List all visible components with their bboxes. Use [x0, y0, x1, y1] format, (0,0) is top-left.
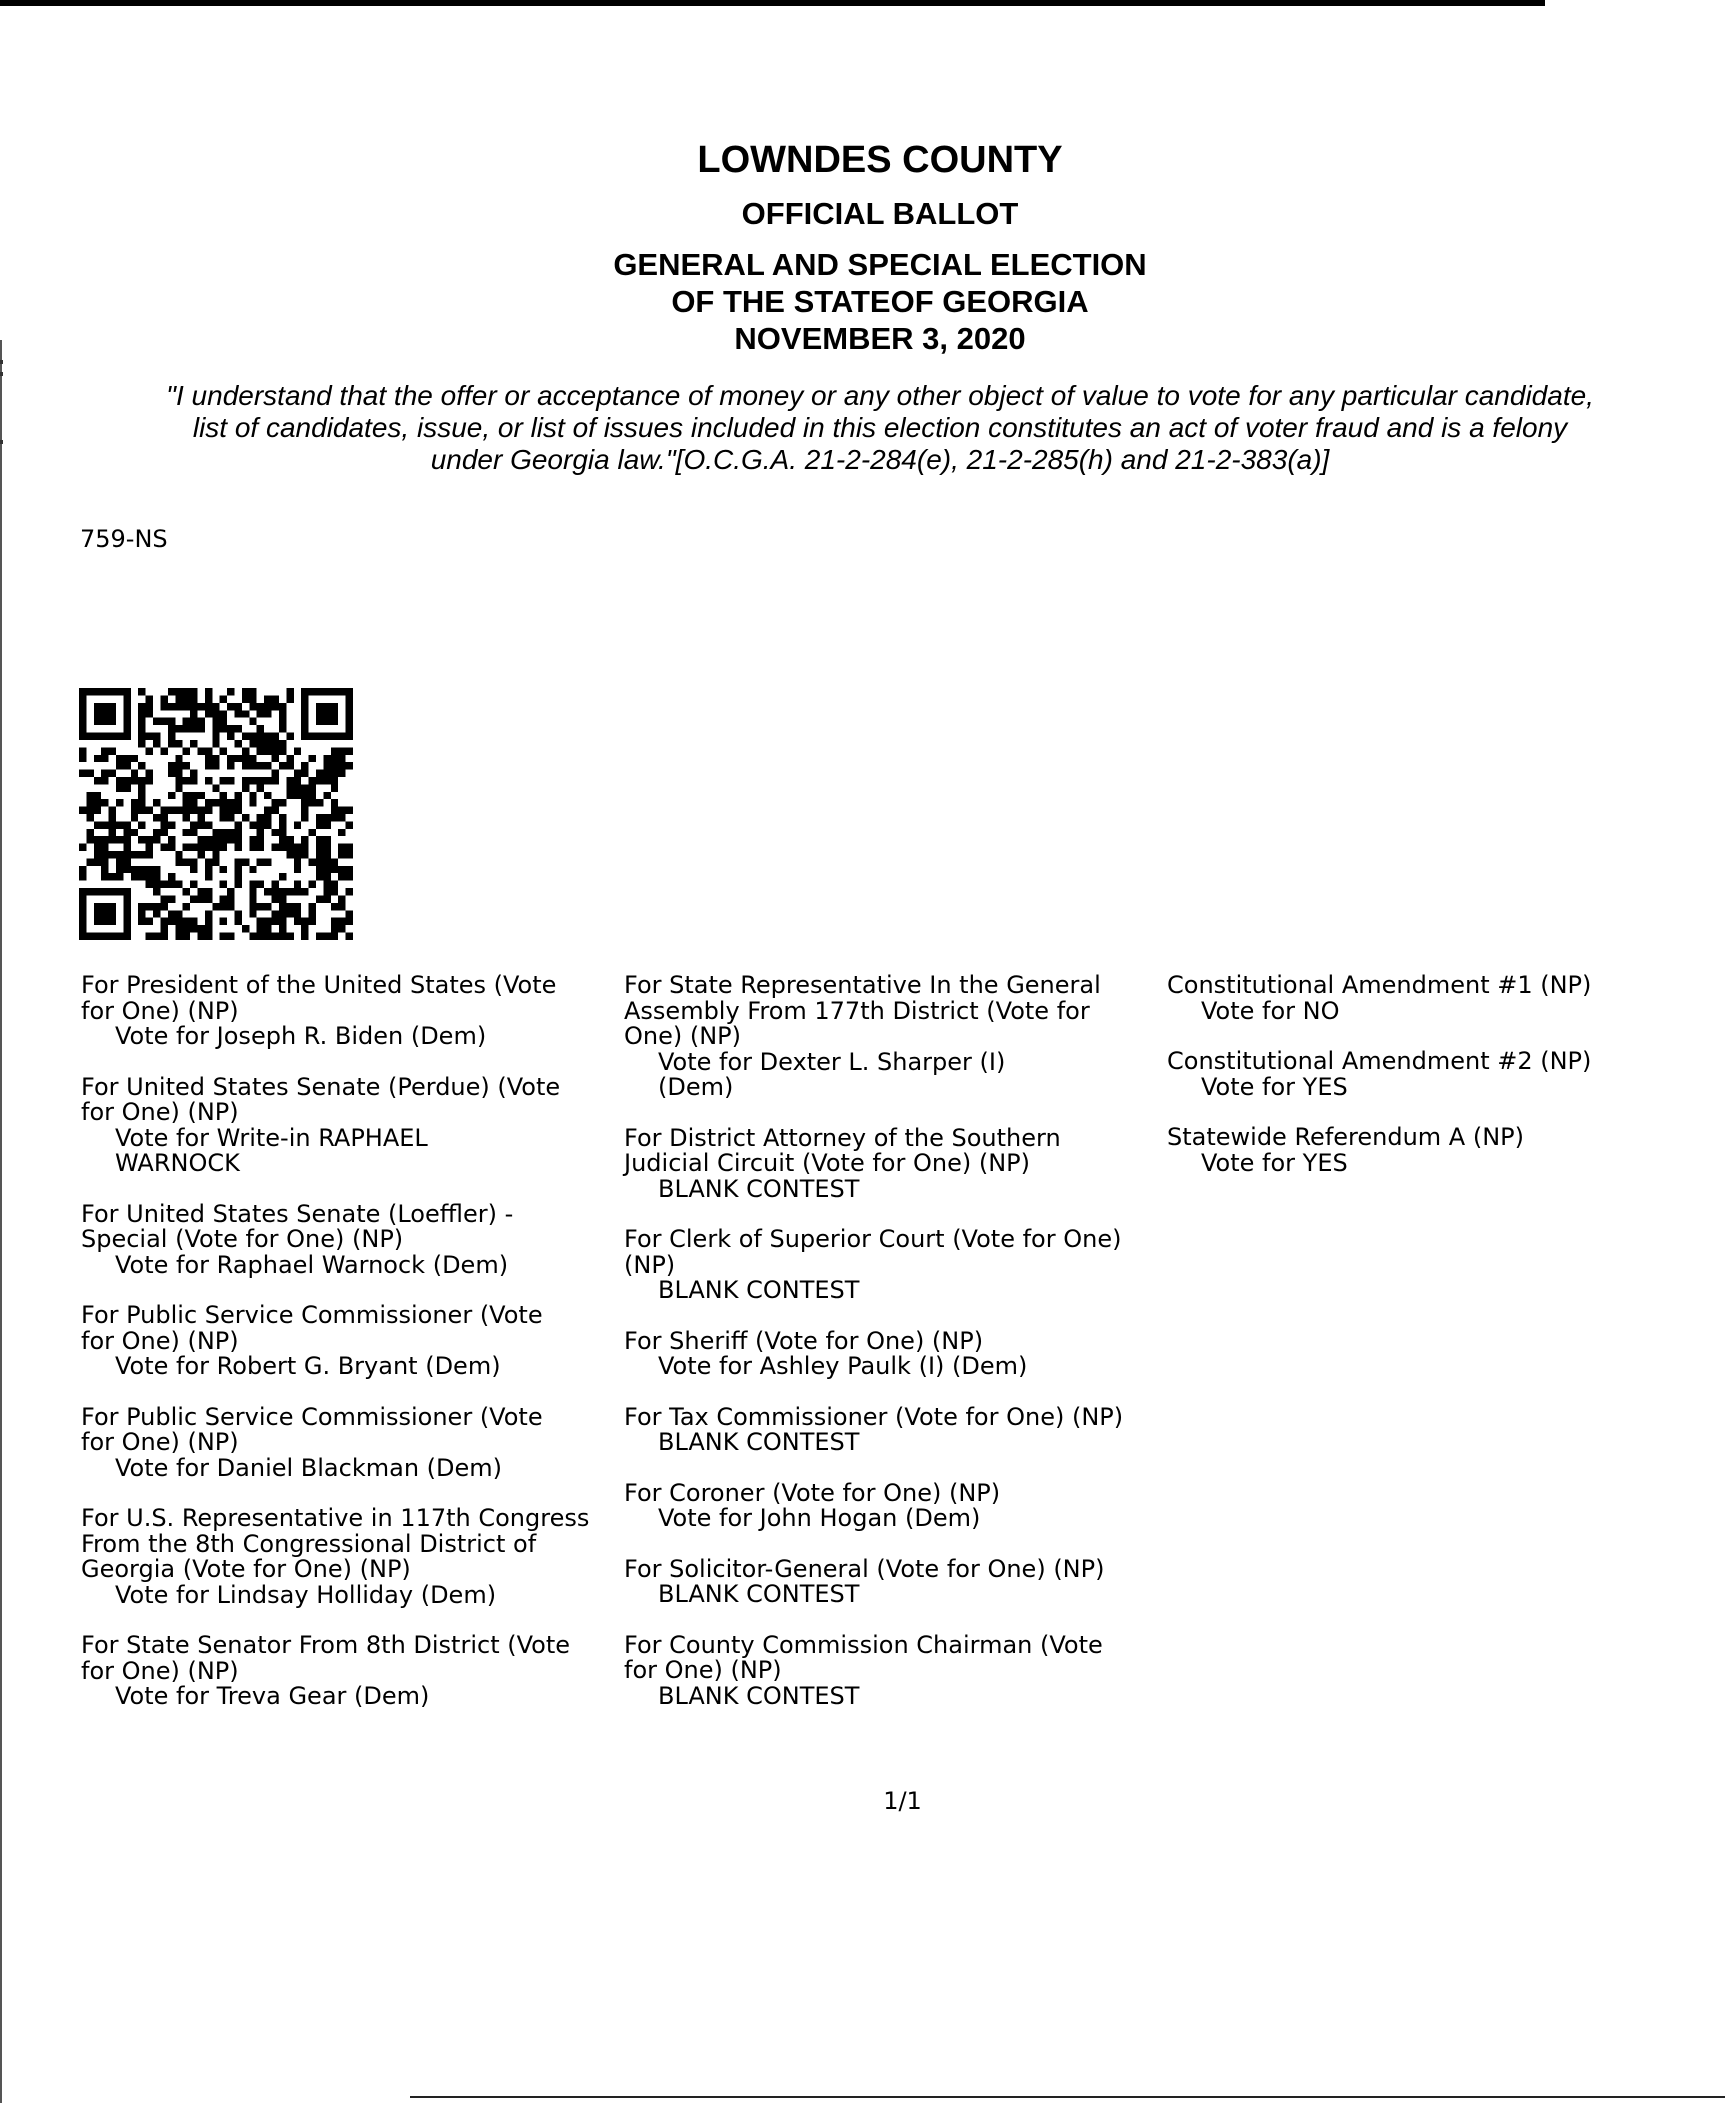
contest-block	[81, 1506, 621, 1608]
contest-title: For Sheriff (Vote for One) (NP)	[624, 1326, 984, 1355]
contest-title: For Public Service Commissioner (Vote for One) (NP)	[81, 1402, 543, 1456]
ballot-qr-code	[79, 688, 353, 940]
voter-fraud-oath	[70, 380, 1690, 476]
contest-selection: Vote for NO	[1201, 996, 1340, 1025]
contest-block	[624, 1554, 1169, 1608]
contest-title: For President of the United States (Vote for One) (NP)	[81, 971, 557, 1025]
page-number: 1/1	[883, 1787, 922, 1815]
contest-title: For County Commission Chairman (Vote for One) (NP)	[624, 1630, 1103, 1684]
contest-title: Statewide Referendum A (NP)	[1167, 1123, 1524, 1151]
contest-title: For U.S. Representative in 117th Congress From the 8th Congressional District of Georgia (Vote for One) (NP)	[81, 1504, 590, 1583]
contest-selection: Vote for YES	[1201, 1148, 1348, 1177]
scan-edge-mark	[0, 360, 3, 364]
contest-selection: Vote for Raphael Warnock (Dem)	[115, 1250, 509, 1279]
contest-block	[1167, 973, 1727, 1024]
county-title: LOWNDES COUNTY	[697, 139, 1063, 181]
oath-line-2: list of candidates, issue, or list of issues included in this election constitutes an act of voter fraud and is a felony	[192, 412, 1568, 443]
contest-title: For Public Service Commissioner (Vote for One) (NP)	[81, 1301, 543, 1355]
contest-selection: Vote for Dexter L. Sharper (I) (Dem)	[658, 1047, 1006, 1101]
scan-edge-mark	[0, 440, 3, 444]
contest-selection: Vote for Write-in RAPHAEL WARNOCK	[115, 1123, 428, 1177]
contest-column-3	[1167, 973, 1727, 1201]
contest-title: For Clerk of Superior Court (Vote for One) (NP)	[624, 1225, 1122, 1279]
contest-block	[624, 1402, 1169, 1456]
contest-title: For United States Senate (Loeffler) - Special (Vote for One) (NP)	[81, 1199, 514, 1253]
election-date: NOVEMBER 3, 2020	[734, 321, 1026, 356]
contest-selection: BLANK CONTEST	[658, 1580, 860, 1608]
contest-title: Constitutional Amendment #1 (NP)	[1167, 971, 1592, 999]
oath-line-1: "I understand that the offer or acceptance of money or any other object of value to vote for any particular candidate,	[166, 380, 1594, 411]
ballot-type: OFFICIAL BALLOT	[741, 196, 1019, 231]
contest-selection: BLANK CONTEST	[658, 1174, 860, 1203]
contest-block	[81, 1072, 621, 1177]
contest-block	[624, 1123, 1169, 1203]
contest-block	[81, 973, 621, 1050]
bottom-border-rule	[410, 2096, 1725, 2098]
contest-selection: Vote for Ashley Paulk (I) (Dem)	[658, 1352, 1028, 1380]
contest-block	[81, 1402, 621, 1482]
contest-block	[81, 1199, 621, 1279]
contest-column-1	[81, 973, 621, 1735]
scan-edge-mark	[0, 372, 3, 376]
contest-block	[624, 1630, 1169, 1710]
contest-title: For State Senator From 8th District (Vote for One) (NP)	[81, 1631, 571, 1685]
contest-selection: BLANK CONTEST	[658, 1276, 860, 1304]
contest-column-2	[624, 973, 1169, 1734]
contest-title: For Solicitor-General (Vote for One) (NP)	[624, 1554, 1105, 1583]
oath-line-3: under Georgia law."[O.C.G.A. 21-2-284(e), 21-2-285(h) and 21-2-383(a)]	[430, 444, 1330, 475]
contest-selection: Vote for Lindsay Holliday (Dem)	[115, 1580, 497, 1609]
contest-block	[624, 1227, 1169, 1304]
contest-selection: Vote for YES	[1201, 1072, 1348, 1101]
election-line-1: GENERAL AND SPECIAL ELECTION	[613, 247, 1147, 282]
contest-title: Constitutional Amendment #2 (NP)	[1167, 1047, 1592, 1075]
election-title	[0, 246, 1728, 357]
contest-title: For Coroner (Vote for One) (NP)	[624, 1478, 1001, 1507]
contest-block	[624, 973, 1169, 1101]
contest-selection: Vote for Robert G. Bryant (Dem)	[115, 1352, 501, 1380]
election-line-2: OF THE STATEOF GEORGIA	[671, 284, 1089, 319]
left-edge-rule	[0, 340, 2, 2103]
contest-block	[81, 1303, 621, 1380]
contest-title: For United States Senate (Perdue) (Vote for One) (NP)	[81, 1072, 561, 1126]
contest-selection: Vote for Treva Gear (Dem)	[115, 1682, 430, 1710]
contest-selection: BLANK CONTEST	[658, 1428, 860, 1456]
contest-selection: Vote for Daniel Blackman (Dem)	[115, 1453, 503, 1482]
contest-selection: BLANK CONTEST	[658, 1681, 860, 1710]
contest-selection: Vote for Joseph R. Biden (Dem)	[115, 1022, 487, 1050]
contest-block	[81, 1633, 621, 1710]
top-border-rule	[0, 0, 1545, 6]
contest-block	[624, 1478, 1169, 1532]
contest-title: For State Representative In the General Assembly From 177th District (Vote for One) (NP)	[624, 971, 1101, 1050]
contest-title: For District Attorney of the Southern Judicial Circuit (Vote for One) (NP)	[624, 1123, 1061, 1177]
contest-title: For Tax Commissioner (Vote for One) (NP)	[624, 1402, 1124, 1431]
ballot-style-id: 759-NS	[80, 525, 168, 553]
ballot-header	[0, 134, 1728, 357]
contest-block	[624, 1326, 1169, 1380]
contest-block	[1167, 1049, 1727, 1100]
contest-block	[1167, 1125, 1727, 1176]
contest-selection: Vote for John Hogan (Dem)	[658, 1504, 981, 1532]
